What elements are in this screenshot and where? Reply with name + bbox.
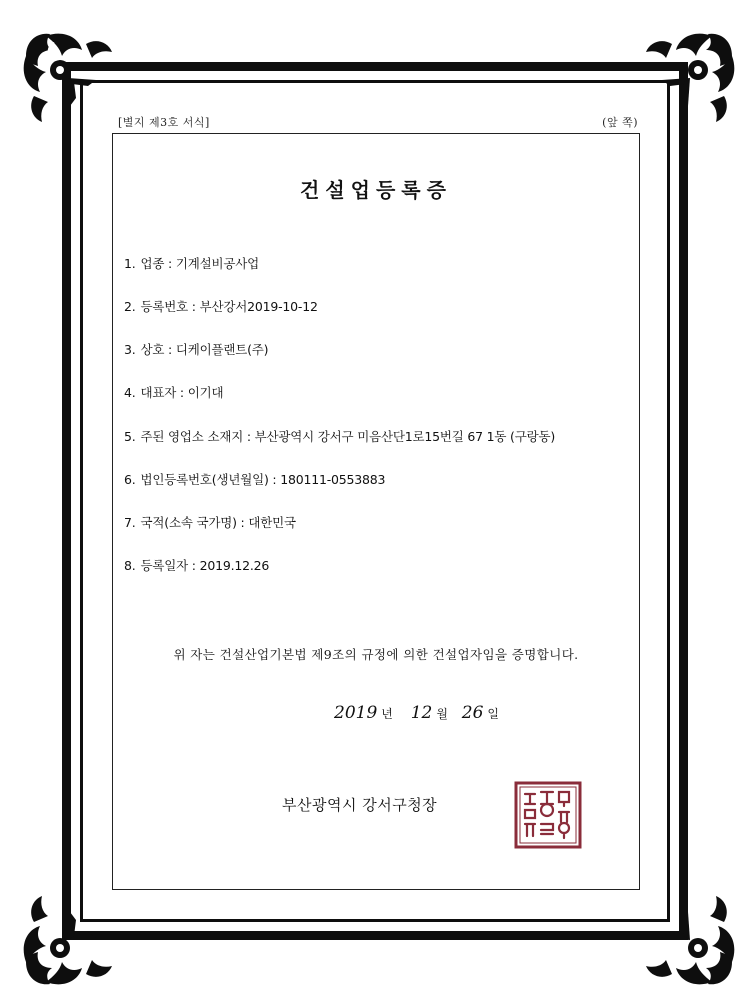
field-number: 1.: [124, 256, 136, 271]
field-value: 대한민국: [248, 515, 296, 530]
form-number-label: [별지 제3호 서식]: [118, 116, 210, 129]
month-unit: 월: [436, 707, 448, 721]
issue-year: 2019: [334, 703, 378, 723]
field-label: 등록번호 :: [140, 299, 200, 314]
field-nationality: [124, 513, 296, 531]
field-business-type: [124, 254, 259, 272]
corner-ornament-icon: [16, 882, 126, 992]
issue-month: 12: [410, 703, 433, 723]
field-number: 7.: [124, 515, 136, 530]
field-label: 주된 영업소 소재지 :: [140, 429, 255, 444]
field-registration-date: [124, 556, 269, 574]
field-registration-number: [124, 297, 318, 315]
field-label: 국적(소속 국가명) :: [140, 515, 249, 530]
field-number: 6.: [124, 472, 136, 487]
document-title: 건설업등록증: [300, 178, 452, 202]
field-value: 부산광역시 강서구 미음산단1로15번길 67 1동 (구랑동): [254, 429, 556, 444]
issuer-name: 부산광역시 강서구청장: [282, 796, 438, 814]
field-value: 180111-0553883: [280, 472, 386, 487]
field-value: 이기대: [187, 385, 224, 400]
field-value: 기계설비공사업: [175, 256, 259, 271]
certification-statement: 위 자는 건설산업기본법 제9조의 규정에 의한 건설업자임을 증명합니다.: [173, 647, 579, 662]
field-number: 4.: [124, 385, 136, 400]
field-company-name: [124, 340, 268, 358]
field-number: 8.: [124, 558, 136, 573]
field-label: 법인등록번호(생년월일) :: [140, 472, 281, 487]
field-corporate-number: [124, 470, 385, 488]
issue-date: [330, 703, 499, 723]
field-label: 등록일자 :: [140, 558, 200, 573]
frame-inner-border: [112, 133, 640, 890]
field-number: 2.: [124, 299, 136, 314]
field-number: 3.: [124, 342, 136, 357]
field-number: 5.: [124, 429, 136, 444]
field-value: 부산강서2019-10-12: [199, 299, 318, 314]
issue-day: 26: [461, 703, 484, 723]
field-label: 업종 :: [140, 256, 176, 271]
corner-ornament-icon: [16, 26, 126, 136]
official-seal-icon: [513, 780, 583, 850]
field-label: 대표자 :: [140, 385, 188, 400]
corner-ornament-icon: [632, 882, 742, 992]
field-label: 상호 :: [140, 342, 176, 357]
field-value: 디케이플랜트(주): [175, 342, 269, 357]
field-representative: [124, 383, 223, 401]
field-value: 2019.12.26: [199, 558, 270, 573]
day-unit: 일: [487, 707, 499, 721]
corner-ornament-icon: [632, 26, 742, 136]
year-unit: 년: [381, 707, 393, 721]
field-office-address: [124, 427, 555, 445]
page-side-label: (앞 쪽): [602, 116, 638, 129]
